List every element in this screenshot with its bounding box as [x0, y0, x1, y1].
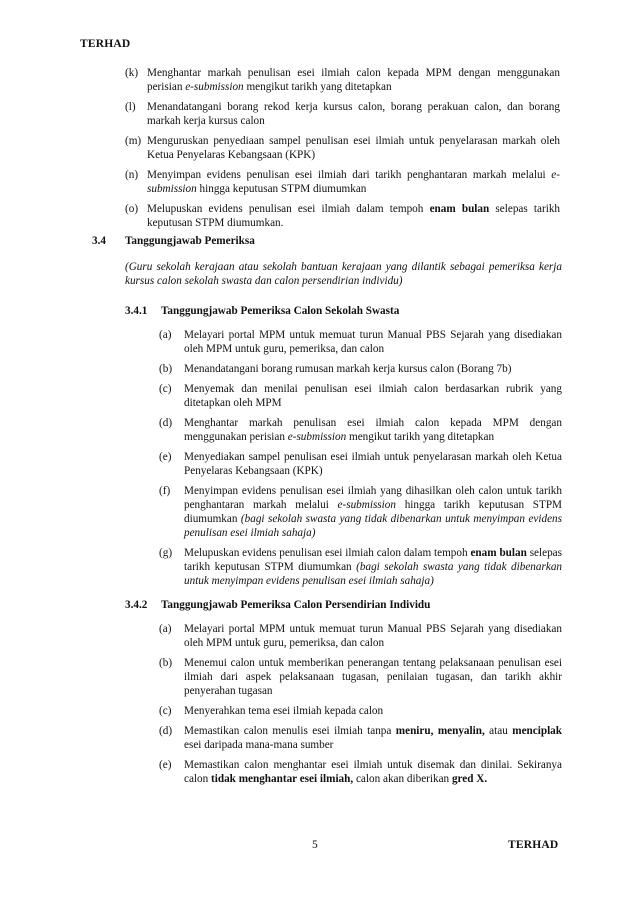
italic-text: (bagi sekolah swasta yang tidak dibenarkan untuk menyimpan evidens penulisan esei ilmiah sahaja) [184, 561, 563, 587]
list-item-marker: (k) [125, 67, 139, 79]
text-run: esei daripada mana-mana sumber [184, 739, 334, 751]
list-item [125, 100, 560, 128]
header-classification: TERHAD [80, 38, 131, 50]
list-item-marker: (a) [159, 329, 172, 341]
text-run: mengikut tarikh yang ditetapkan [243, 81, 392, 93]
list-item-text [184, 546, 562, 588]
list-item [159, 546, 562, 588]
list-item-marker: (e) [159, 759, 172, 771]
section-note: (Guru sekolah kerajaan atau sekolah bantuan kerajaan yang dilantik sebagai pemeriksa kerja kursus calon sekolah swasta dan calon persendirian individu) [125, 261, 562, 287]
page-number: 5 [312, 839, 318, 851]
list-item-marker: (l) [125, 101, 136, 113]
list-item [125, 66, 560, 94]
text-run: Menghantar markah penulisan esei ilmiah calon kepada MPM dengan menggunakan perisian [147, 67, 560, 93]
list-item [159, 758, 562, 786]
list-item-marker: (d) [159, 417, 173, 429]
text-run: Menandatangani borang rekod kerja kursus calon, borang perakuan calon, dan borang markah kerja kursus calon [147, 101, 560, 127]
list-item [159, 622, 562, 650]
bold-text: gred X. [451, 773, 488, 785]
text-run: Menyemak dan menilai penulisan esei ilmiah calon berdasarkan rubrik yang ditetapkan oleh MPM [184, 383, 562, 409]
footer-classification: TERHAD [508, 839, 559, 851]
bold-text: enam bulan [429, 203, 490, 215]
list-item-marker: (n) [125, 169, 139, 181]
list-item-marker: (b) [159, 657, 173, 669]
text-run: Memastikan calon menulis esei ilmiah tanpa [184, 725, 396, 737]
italic-text: (bagi sekolah swasta yang tidak dibenarkan untuk menyimpan evidens penulisan esei ilmiah sahaja) [184, 513, 562, 539]
list-item-marker: (e) [159, 451, 172, 463]
list-item-text [184, 416, 562, 444]
subsection-3-4-1-list [159, 328, 562, 594]
text-run: Menemui calon untuk memberikan penerangan tentang pelaksanaan penulisan esei ilmiah dari aspek pelaksanaan tugasan, penilaian tugasan, dan tarikh akhir penyerahan tugasan [184, 657, 562, 697]
section-number: 3.4 [92, 235, 106, 247]
list-item [125, 134, 560, 162]
text-run: Menyimpan evidens penulisan esei ilmiah dari tarikh penghantaran markah melalui [147, 169, 552, 181]
list-item-text [147, 202, 560, 230]
text-run: Memastikan calon menghantar esei ilmiah untuk disemak dan dinilai. Sekiranya calon [184, 759, 562, 785]
list-item-marker: (b) [159, 363, 173, 375]
subsection-title: Tanggungjawab Pemeriksa Calon Persendirian Individu [161, 599, 431, 611]
text-run: selepas tarikh keputusan STPM diumumkan. [147, 203, 561, 229]
text-run: selepas tarikh keputusan STPM diumumkan [184, 547, 562, 573]
text-run: atau [484, 725, 513, 737]
text-run: Melupuskan evidens penulisan esei ilmiah dalam tempoh [147, 203, 430, 215]
list-item-text [147, 168, 560, 196]
subsection-3-4-2-list [159, 622, 562, 792]
list-item [159, 656, 562, 698]
list-item-text [184, 724, 562, 752]
text-run: Menyediakan sampel penulisan esei ilmiah untuk penyelarasan markah oleh Ketua Penyelaras Kebangsaan (KPK) [184, 451, 562, 477]
list-item [159, 704, 562, 718]
text-run: mengikut tarikh yang ditetapkan [346, 431, 495, 443]
list-item-text [147, 100, 560, 128]
bold-text: tidak menghantar esei ilmiah, [211, 773, 354, 785]
list-item-marker: (c) [159, 383, 172, 395]
subsection-heading-3-4-1 [125, 304, 562, 318]
list-item-marker: (c) [159, 705, 172, 717]
subsection-heading-3-4-2 [125, 598, 562, 612]
list-item-text [184, 758, 562, 786]
section-heading [92, 234, 562, 248]
italic-text: e-submission [337, 499, 396, 511]
list-item [159, 416, 562, 444]
text-run: Menguruskan penyediaan sampel penulisan esei ilmiah untuk penyelarasan markah oleh Ketua Penyelaras Kebangsaan (KPK) [147, 135, 560, 161]
list-item-marker: (m) [125, 135, 142, 147]
italic-text: e-submission [147, 169, 560, 195]
list-item-marker: (f) [159, 485, 171, 497]
list-item [159, 362, 562, 376]
bold-text: menciplak [512, 725, 562, 737]
list-item-marker: (o) [125, 203, 139, 215]
list-item-marker: (g) [159, 547, 173, 559]
italic-text: e-submission [185, 81, 244, 93]
list-item-text [184, 362, 562, 376]
list-item-text [184, 704, 562, 718]
list-item-text [184, 450, 562, 478]
list-item-marker: (a) [159, 623, 172, 635]
list-item-text [184, 328, 562, 356]
text-run: Melayari portal MPM untuk memuat turun Manual PBS Sejarah yang disediakan oleh MPM untuk guru, pemeriksa, dan calon [184, 623, 562, 649]
section-title: Tanggungjawab Pemeriksa [125, 235, 255, 247]
subsection-title: Tanggungjawab Pemeriksa Calon Sekolah Swasta [161, 305, 400, 317]
bold-text: enam bulan [470, 547, 527, 559]
list-item [159, 328, 562, 356]
text-run: Menandatangani borang rumusan markah kerja kursus calon (Borang 7b) [184, 363, 512, 375]
list-item [159, 724, 562, 752]
text-run: hingga keputusan STPM diumumkan [196, 183, 367, 195]
list-item [159, 382, 562, 410]
bold-text: meniru, menyalin, [395, 725, 485, 737]
text-run: Menyimpan evidens penulisan esei ilmiah yang dihasilkan oleh calon untuk tarikh penghantaran markah melalui [184, 485, 562, 511]
list-item-text [147, 66, 560, 94]
list-item-marker: (d) [159, 725, 173, 737]
list-item [159, 450, 562, 478]
text-run: calon akan diberikan [353, 773, 452, 785]
list-item-text [184, 622, 562, 650]
subsection-number: 3.4.1 [125, 305, 148, 317]
text-run: Menyerahkan tema esei ilmiah kepada calon [184, 705, 384, 717]
text-run: hingga tarikh keputusan STPM diumumkan [184, 499, 562, 525]
list-item [125, 202, 560, 230]
list-item-text [184, 656, 562, 698]
text-run: Menghantar markah penulisan esei ilmiah calon kepada MPM dengan menggunakan perisian [184, 417, 562, 443]
list-item [159, 484, 562, 540]
italic-text: e-submission [287, 431, 347, 443]
text-run: Melayari portal MPM untuk memuat turun Manual PBS Sejarah yang disediakan oleh MPM untuk guru, pemeriksa, dan calon [184, 329, 562, 355]
list-item-text [147, 134, 560, 162]
list-item-text [184, 382, 562, 410]
text-run: Melupuskan evidens penulisan esei ilmiah calon dalam tempoh [184, 547, 471, 559]
top-item-list [125, 66, 560, 236]
list-item [125, 168, 560, 196]
list-item-text [184, 484, 562, 540]
subsection-number: 3.4.2 [125, 599, 148, 611]
